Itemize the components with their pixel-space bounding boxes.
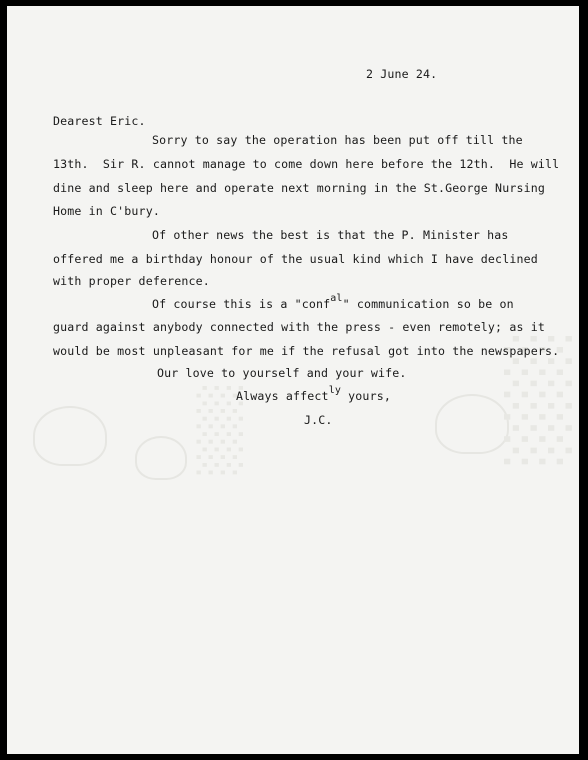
- watermark-crest-right: [435, 394, 509, 454]
- letter-page: [7, 6, 579, 754]
- letter-text-segment: yours,: [341, 389, 391, 403]
- letter-line: Sorry to say the operation has been put off till the: [152, 133, 523, 147]
- letter-line: offered me a birthday honour of the usual kind which I have declined: [53, 252, 538, 266]
- letter-line: 13th. Sir R. cannot manage to come down here before the 12th. He will: [53, 157, 560, 171]
- letter-date: 2 June 24.: [366, 67, 438, 81]
- letter-text-segment: Always affect: [236, 389, 329, 403]
- letter-line: with proper deference.: [53, 274, 210, 288]
- letter-text-segment: Of course this is a "conf: [152, 297, 331, 311]
- letter-closing: [236, 385, 391, 403]
- letter-line: Home in C'bury.: [53, 204, 160, 218]
- letter-line: dine and sleep here and operate next morning in the St.George Nursing: [53, 181, 545, 195]
- superscript-abbreviation: ly: [328, 385, 342, 396]
- watermark-vertical-right: ░░░: [504, 336, 572, 470]
- letter-line: Of other news the best is that the P. Minister has: [152, 228, 509, 242]
- watermark-vertical-center: ░░░: [196, 386, 242, 479]
- letter-line: guard against anybody connected with the press - even remotely; as it: [53, 320, 545, 334]
- letter-line: Our love to yourself and your wife.: [157, 366, 407, 380]
- watermark-crest-center: [135, 436, 187, 480]
- letter-text-segment: " communication so be on: [342, 297, 514, 311]
- letter-line: [152, 293, 514, 311]
- letter-salutation: Dearest Eric.: [53, 114, 146, 128]
- letter-signature: J.C.: [304, 413, 333, 427]
- letter-line: would be most unpleasant for me if the refusal got into the newspapers.: [53, 344, 560, 358]
- superscript-abbreviation: al: [330, 293, 343, 304]
- watermark-crest-left: [33, 406, 107, 466]
